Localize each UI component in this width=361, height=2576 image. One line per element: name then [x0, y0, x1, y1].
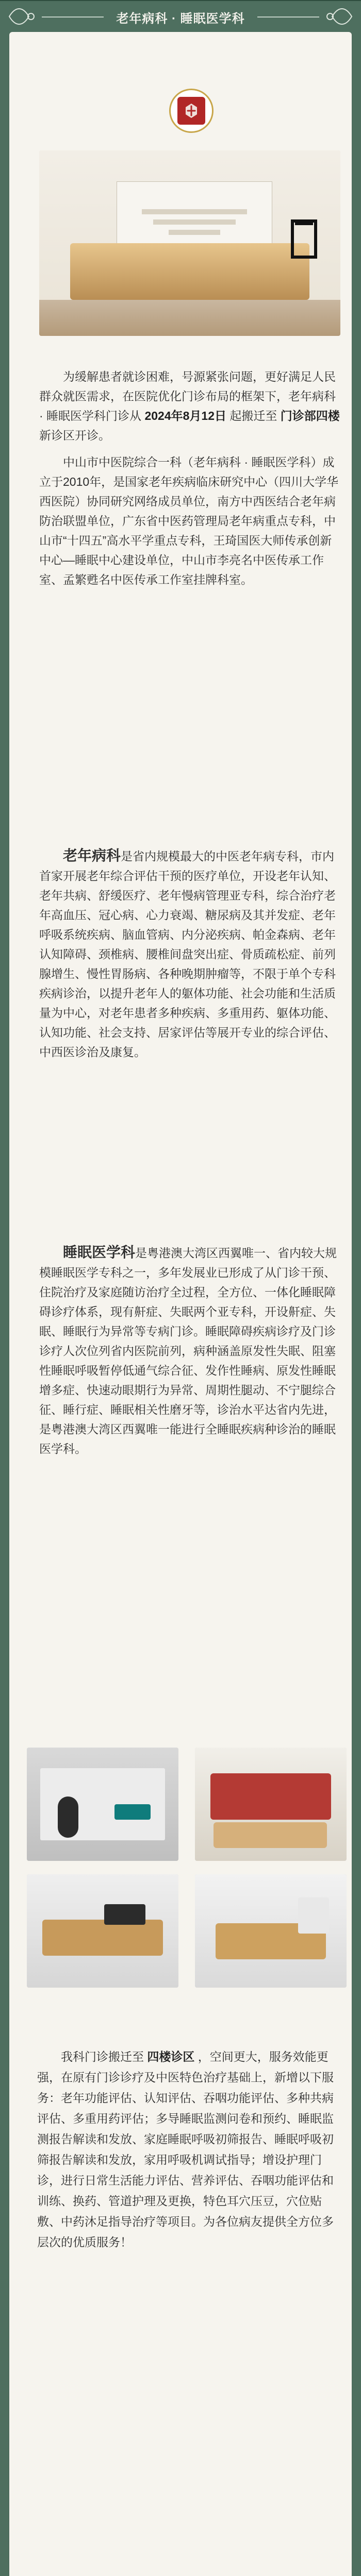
notice-paragraph [37, 2046, 342, 2252]
content-panel [9, 32, 352, 2576]
intro-text-2: 起搬迁至 [229, 409, 277, 422]
gallery-photo-3 [27, 1874, 178, 1988]
decorative-ornament-right [321, 3, 354, 30]
hospital-emblem-icon [169, 89, 214, 133]
header-line-right [257, 16, 319, 18]
gallery-photo-2 [195, 1748, 347, 1861]
geriatrics-section [39, 846, 340, 1069]
intro-paragraph [39, 367, 340, 597]
decorative-ornament-left [7, 3, 40, 30]
clinic-reception-photo [39, 150, 340, 336]
header [0, 5, 361, 29]
clinic-room-number-icon [285, 216, 326, 270]
notice-text-1: 我科门诊搬迁至 [61, 2050, 144, 2063]
top-line [0, 0, 361, 1]
geriatrics-title: 老年病科 [63, 848, 121, 863]
intro-text-1: 为缓解患者就诊困难，号源紧张问题，更好满足人民群众就医需求，在医院优化门诊布局的框架下，老年病科 · 睡眠医学科门诊从 [39, 370, 336, 422]
intro-date: 2024年8月12日 [144, 409, 226, 422]
department-description: 中山市中医院综合一科（老年病科 · 睡眠医学科）成立于2010年，是国家老年疾病临床研究中心（四川大学华西医院）协同研究网络成员单位，南方中西医结合老年病防治联盟单位，广东省中医药管理局老年病重点专科，中山市“十四五”高水平学重点专科，王琦国医大师传承创新中心—睡眠中心建设单位，中山市李亮名中医传承工作室、孟繁甦名中医传承工作室挂牌科室。 [39, 455, 339, 586]
sleep-section [39, 1243, 340, 1466]
intro-text-3: 新诊区开诊。 [39, 429, 110, 442]
header-title: 老年病科 · 睡眠医学科 [116, 11, 245, 26]
header-line-left [42, 16, 104, 18]
gallery-photo-4 [195, 1874, 347, 1988]
notice-highlight: 四楼诊区 [147, 2050, 195, 2063]
notice-text-2: ，空间更大，服务效能更强，在原有门诊诊疗及中医特色治疗基础上，新增以下服务：老年功能评估、认知评估、吞咽功能评估、多种共病评估、多重用药评估；多导睡眠监测问卷和预约、睡眠监测报告解读和发放、家庭睡眠呼吸初筛报告、睡眠呼吸初筛报告解读和发放，家用呼吸机调试指导；增设护理门诊，进行日常生活能力评估、营养评估、吞咽功能评估和训练、换药、管道护理及更换，特色耳穴压豆，穴位贴敷、中药沐足指导治疗等项目。为各位病友提供全方位多层次的优质服务！ [37, 2050, 334, 2249]
intro-location: 门诊部四楼 [280, 409, 340, 422]
sleep-text: 是粤港澳大湾区西翼唯一、省内较大规模睡眠医学专科之一，多年发展业已形成了从门诊干预、住院治疗及家庭随访治疗全过程，全方位、一体化睡眠障碍诊疗体系，现有鼾症、失眠两个亚专科，开设鼾症、失眠、睡眠行为异常等专病门诊。睡眠障碍疾病诊疗及门诊诊疗人次位列省内医院前列，病种涵盖原发性失眠、阻塞性睡眠呼吸暂停低通气综合征、发作性睡病、原发性睡眠增多症、快速动眼期行为异常、周期性腿动、不宁腿综合征、睡行症、睡眠相关性磨牙等，诊治水平达省内先进，是粤港澳大湾区西翼唯一能进行全睡眠疾病种诊治的睡眠医学科。 [39, 1246, 337, 1455]
geriatrics-text: 是省内规模最大的中医老年病专科，市内首家开展老年综合评估干预的医疗单位，开设老年认知、老年共病、舒缓医疗、老年慢病管理亚专科，综合治疗老年高血压、冠心病、心力衰竭、糖尿病及其并发症、老年呼吸系统疾病、脑血管病、内分泌疾病、帕金森病、老年认知障碍、颈椎病、腰椎间盘突出症、骨质疏松症、前列腺增生、慢性胃肠病、各种晚期肿瘤等，不限于单个专科疾病诊治，以提升老年人的躯体功能、社会功能和生活质量为中心，对老年患者多种疾病、多重用药、躯体功能、认知功能、社会支持、居家评估等展开专业的综合评估、中西医诊治及康复。 [39, 850, 336, 1059]
sleep-title: 睡眠医学科 [63, 1244, 136, 1260]
gallery-photo-1 [27, 1748, 178, 1861]
